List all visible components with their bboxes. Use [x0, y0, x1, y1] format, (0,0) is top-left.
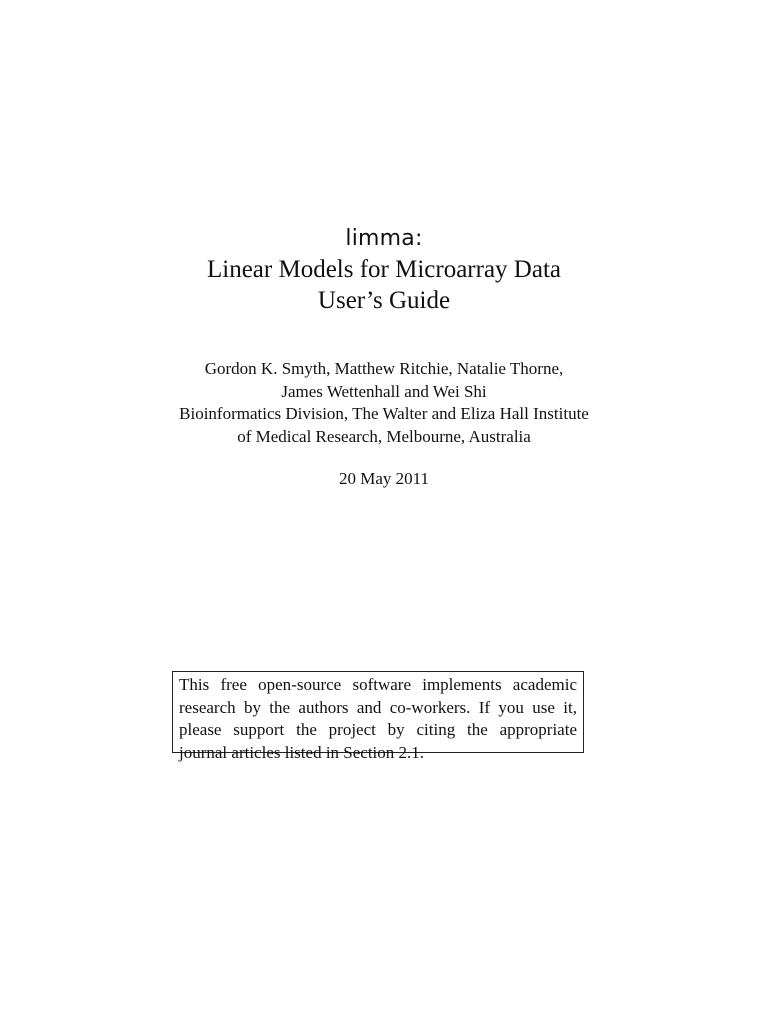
notice-line-4: journal articles listed in Section 2.1.: [179, 742, 425, 762]
notice-line-3: please support the project by citing the appropriate: [179, 720, 577, 739]
publication-date: 20 May 2011: [338, 469, 430, 488]
title-line-1: Linear Models for Microarray Data: [206, 256, 562, 283]
authors-line-2: James Wettenhall and Wei Shi: [281, 381, 487, 401]
title-block: [0, 224, 768, 316]
authors-line-1: Gordon K. Smyth, Matthew Ritchie, Natalie Thorne,: [204, 359, 564, 378]
authors-block: [0, 358, 768, 448]
affiliation-line-1: Bioinformatics Division, The Walter and Eliza Hall Institute: [179, 404, 589, 423]
affiliation-line-2: of Medical Research, Melbourne, Australia: [237, 426, 531, 446]
package-name: limma:: [345, 226, 423, 251]
notice-line-2: research by the authors and co-workers. If you use it,: [179, 697, 577, 717]
citation-notice-box: [172, 671, 584, 762]
title-line-2: User’s Guide: [317, 287, 451, 314]
notice-line-1: This free open-source software implements academic: [179, 675, 577, 694]
